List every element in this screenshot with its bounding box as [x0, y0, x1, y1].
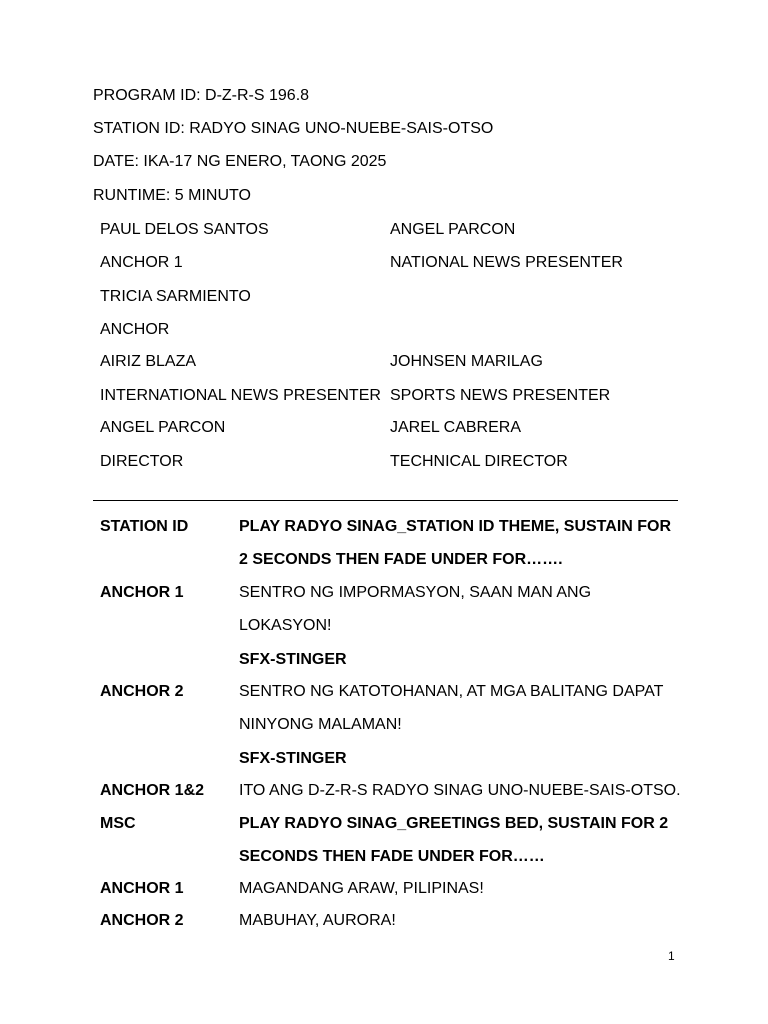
script-text: ITO ANG D-Z-R-S RADYO SINAG UNO-NUEBE-SAIS-OTSO. [239, 782, 681, 799]
script-text: SENTRO NG IMPORMASYON, SAAN MAN ANG [239, 584, 592, 601]
runtime: RUNTIME: 5 MINUTO [93, 187, 251, 204]
crew-row [100, 220, 680, 240]
crew-row [100, 253, 680, 273]
script-row [100, 517, 680, 537]
script-text: LOKASYON! [239, 617, 332, 634]
script-text: PLAY RADYO SINAG_GREETINGS BED, SUSTAIN FOR 2 [239, 815, 669, 832]
script-row [100, 911, 680, 931]
script-row [100, 550, 680, 570]
crew-cell-left: AIRIZ BLAZA [100, 353, 197, 370]
script-row [100, 749, 680, 769]
speaker-cue: ANCHOR 1 [100, 880, 184, 897]
crew-row [100, 352, 680, 372]
crew-cell-right: ANGEL PARCON [390, 221, 516, 238]
crew-row [100, 386, 680, 406]
crew-row [100, 287, 680, 307]
crew-cell-left: INTERNATIONAL NEWS PRESENTER [100, 387, 381, 404]
crew-cell-right: NATIONAL NEWS PRESENTER [390, 254, 623, 271]
crew-row [100, 320, 680, 340]
script-row [100, 781, 680, 801]
speaker-cue: MSC [100, 815, 136, 832]
script-row [100, 814, 680, 834]
crew-row [100, 418, 680, 438]
script-row [100, 682, 680, 702]
script-text: MABUHAY, AURORA! [239, 912, 396, 929]
crew-cell-right: SPORTS NEWS PRESENTER [390, 387, 611, 404]
crew-cell-right: JOHNSEN MARILAG [390, 353, 543, 370]
script-text: NINYONG MALAMAN! [239, 716, 402, 733]
section-divider [93, 500, 678, 501]
script-text: SECONDS THEN FADE UNDER FOR…… [239, 848, 545, 865]
script-text: SFX-STINGER [239, 750, 347, 767]
script-row [100, 715, 680, 735]
program-id: PROGRAM ID: D-Z-R-S 196.8 [93, 87, 310, 104]
speaker-cue: STATION ID [100, 518, 189, 535]
crew-cell-right: JAREL CABRERA [390, 419, 521, 436]
speaker-cue: ANCHOR 1&2 [100, 782, 205, 799]
crew-cell-left: DIRECTOR [100, 453, 184, 470]
crew-row [100, 452, 680, 472]
crew-cell-left: ANCHOR 1 [100, 254, 183, 271]
script-text: 2 SECONDS THEN FADE UNDER FOR……. [239, 551, 563, 568]
page-number: 1 [668, 949, 675, 963]
crew-cell-left: TRICIA SARMIENTO [100, 288, 251, 305]
script-row [100, 650, 680, 670]
script-text: PLAY RADYO SINAG_STATION ID THEME, SUSTAIN FOR [239, 518, 672, 535]
crew-cell-right: TECHNICAL DIRECTOR [390, 453, 568, 470]
crew-cell-left: ANCHOR [100, 321, 170, 338]
script-row [100, 847, 680, 867]
speaker-cue: ANCHOR 2 [100, 912, 184, 929]
station-id: STATION ID: RADYO SINAG UNO-NUEBE-SAIS-OTSO [93, 120, 494, 137]
crew-cell-left: PAUL DELOS SANTOS [100, 221, 269, 238]
speaker-cue: ANCHOR 1 [100, 584, 184, 601]
script-text: SENTRO NG KATOTOHANAN, AT MGA BALITANG DAPAT [239, 683, 664, 700]
crew-cell-left: ANGEL PARCON [100, 419, 226, 436]
script-row [100, 879, 680, 899]
speaker-cue: ANCHOR 2 [100, 683, 184, 700]
script-row [100, 583, 680, 603]
broadcast-date: DATE: IKA-17 NG ENERO, TAONG 2025 [93, 153, 387, 170]
script-row [100, 616, 680, 636]
script-text: MAGANDANG ARAW, PILIPINAS! [239, 880, 484, 897]
script-text: SFX-STINGER [239, 651, 347, 668]
